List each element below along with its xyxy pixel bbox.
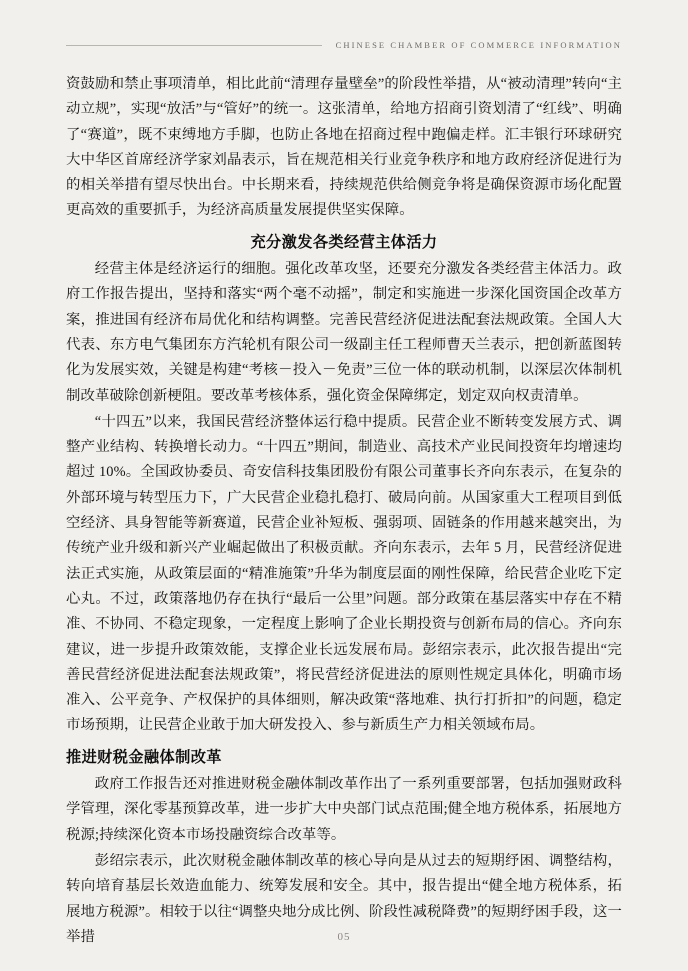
- section-heading-1: 充分激发各类经营主体活力: [250, 233, 438, 251]
- paragraph-5: 彭绍宗表示，此次财税金融体制改革的核心导向是从过去的短期纾困、调整结构，转向培育基层长效造血能力、统筹发展和安全。其中，报告提出“健全地方税体系，拓展地方税源”。相较于以往“调整央地分成比例、阶段性减税降费”的短期纾困手段，这一举措: [66, 852, 622, 945]
- page-header: [66, 36, 622, 54]
- page-footer: [0, 927, 688, 945]
- paragraph-3: “十四五”以来，我国民营经济整体运行稳中提质。民营企业不断转变发展方式、调整产业结构、转换增长动力。“十四五”期间，制造业、高技术产业民间投资年均增速均超过 10%。全国政协委员、奇安信科技集团股份有限公司董事长齐向东表示，在复杂的外部环境与转型压力下，广大民营企业稳扎稳打、破局向前。从国家重大工程项目到低空经济、具身智能等新赛道，民营企业补短板、强弱项、固链条的作用越来越突出，为传统产业升级和新兴产业崛起做出了积极贡献。齐向东表示，去年 5 月，民营经济促进法正式实施，从政策层面的“精准施策”升华为制度层面的刚性保障，给民营企业吃下定心丸。不过，政策落地仍存在执行“最后一公里”问题。部分政策在基层落实中存在不精准、不协同、不稳定现象，一定程度上影响了企业长期投资与创新布局的信心。齐向东建议，进一步提升政策效能，支撑企业长远发展布局。彭绍宗表示，此次报告提出“完善民营经济促进法配套法规政策”，将民营经济促进法的原则性规定具体化，明确市场准入、公平竞争、产权保护的具体细则，解决政策“落地难、执行打折扣”的问题，稳定市场预期，让民营企业敢于加大研发投入、参与新质生产力相关领域布局。: [66, 413, 622, 734]
- header-rule-left: [66, 45, 322, 46]
- article-body: [66, 72, 622, 951]
- section-heading-2: 推进财税金融体制改革: [66, 748, 222, 766]
- paragraph-4: 政府工作报告还对推进财税金融体制改革作出了一系列重要部署，包括加强财政科学管理，深化零基预算改革，进一步扩大中央部门试点范围;健全地方税体系，拓展地方税源;持续深化资本市场投融资综合改革等。: [66, 776, 622, 843]
- page-number: 05: [337, 931, 351, 943]
- paragraph-1: 资鼓励和禁止事项清单，相比此前“清理存量壁垒”的阶段性举措，从“被动清理”转向“主动立规”，实现“放活”与“管好”的统一。这张清单，给地方招商引资划清了“红线”、明确了“赛道”，既不束缚地方手脚，也防止各地在招商过程中跑偏走样。汇丰银行环球研究大中华区首席经济学家刘晶表示，旨在规范相关行业竞争秩序和地方政府经济促进行为的相关举措有望尽快出台。中长期来看，持续规范供给侧竞争将是确保资源市场化配置更高效的重要抓手，为经济高质量发展提供坚实保障。: [66, 76, 622, 219]
- paragraph-2: 经营主体是经济运行的细胞。强化改革攻坚，还要充分激发各类经营主体活力。政府工作报告提出，坚持和落实“两个毫不动摇”，制定和实施进一步深化国资国企改革方案，推进国有经济布局优化和结构调整。完善民营经济促进法配套法规政策。全国人大代表、东方电气集团东方汽轮机有限公司一级副主任工程师曹天兰表示，把创新蓝图转化为发展实效，关键是构建“考核－投入－免责”三位一体的联动机制，以深层次体制机制改革破除创新梗阻。要改革考核体系，强化资金保障绑定，划定双向权责清单。: [66, 261, 622, 404]
- header-title: CHINESE CHAMBER OF COMMERCE INFORMATION: [335, 40, 622, 50]
